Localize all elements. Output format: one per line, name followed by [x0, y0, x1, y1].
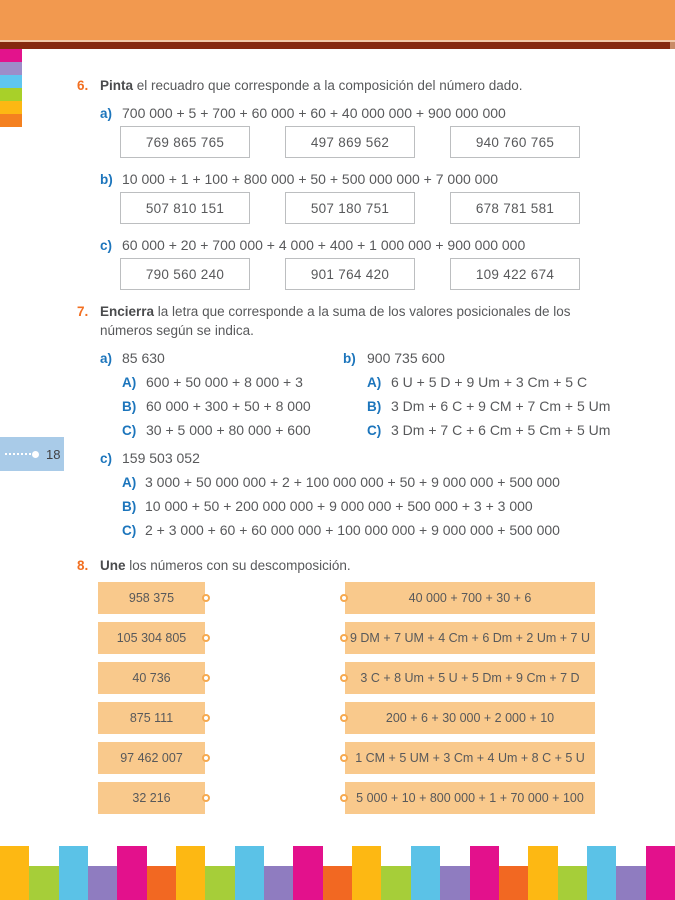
pattern-bar: [0, 846, 29, 900]
match-decomposition-tag[interactable]: [345, 582, 595, 614]
ex7-item-a: [100, 349, 343, 440]
ex6-item-c: [100, 236, 655, 255]
match-number-tag[interactable]: [98, 742, 205, 774]
choice-row: [122, 397, 343, 416]
tag-label: 32 216: [132, 791, 171, 805]
exercise8-header: [77, 556, 655, 575]
choice-letter[interactable]: A): [122, 375, 137, 390]
match-row: [98, 742, 595, 774]
bottom-pattern: [0, 846, 675, 900]
tag-label: 40 736: [132, 671, 171, 685]
choice-row: [367, 421, 655, 440]
choice-letter[interactable]: B): [367, 399, 382, 414]
pattern-bar: [88, 866, 117, 900]
pattern-bar: [117, 846, 146, 900]
match-row: [98, 662, 595, 694]
ex6-options-c: [120, 258, 580, 290]
pattern-bar: [323, 866, 352, 900]
choice-text: 30 + 5 000 + 80 000 + 600: [146, 422, 311, 438]
match-number-tag[interactable]: [98, 582, 205, 614]
match-row: [98, 782, 595, 814]
choice-text: 60 000 + 300 + 50 + 8 000: [146, 398, 311, 414]
choice-text: 10 000 + 50 + 200 000 000 + 9 000 000 + 500 000 + 3 + 3 000: [145, 498, 533, 514]
connector-dot[interactable]: [340, 594, 348, 602]
choice-text: 600 + 50 000 + 8 000 + 3: [146, 374, 303, 390]
connector-dot[interactable]: [340, 794, 348, 802]
pattern-bar: [499, 866, 528, 900]
answer-box[interactable]: 109 422 674: [450, 258, 580, 290]
choice-row: [122, 473, 655, 492]
ex6-item-a: [100, 104, 655, 123]
exercise-8: [77, 556, 655, 814]
exercise-number: 6.: [77, 78, 89, 93]
pattern-bar: [59, 846, 88, 900]
connector-dot[interactable]: [202, 754, 210, 762]
tag-label: 40 000 + 700 + 30 + 6: [408, 591, 532, 605]
choice-text: 3 Dm + 7 C + 6 Cm + 5 Cm + 5 Um: [391, 422, 611, 438]
answer-box[interactable]: 507 810 151: [120, 192, 250, 224]
choice-letter[interactable]: B): [122, 499, 137, 514]
choice-row: [122, 521, 655, 540]
choice-row: [367, 397, 655, 416]
connector-dot[interactable]: [340, 714, 348, 722]
tag-label: 105 304 805: [116, 631, 187, 645]
answer-box[interactable]: 790 560 240: [120, 258, 250, 290]
item-label: a): [100, 351, 113, 366]
item-expression: 700 000 + 5 + 700 + 60 000 + 60 + 40 000 000 + 900 000 000: [122, 105, 506, 121]
exercise6-header: [77, 76, 655, 95]
choice-letter[interactable]: C): [122, 423, 137, 438]
pattern-bar: [558, 866, 587, 900]
answer-box[interactable]: 940 760 765: [450, 126, 580, 158]
pattern-bar: [205, 866, 234, 900]
exercise-7: [77, 302, 655, 540]
exercise-title: Pinta el recuadro que corresponde a la composición del número dado.: [100, 78, 523, 93]
choice-letter[interactable]: A): [367, 375, 382, 390]
connector-dot[interactable]: [202, 634, 210, 642]
item-label: b): [343, 351, 356, 366]
answer-box[interactable]: 901 764 420: [285, 258, 415, 290]
header-rule: [0, 42, 675, 49]
pattern-bar: [440, 866, 469, 900]
connector-dot[interactable]: [202, 594, 210, 602]
answer-box[interactable]: 769 865 765: [120, 126, 250, 158]
match-number-tag[interactable]: [98, 662, 205, 694]
match-number-tag[interactable]: [98, 622, 205, 654]
tag-label: 1 CM + 5 UM + 3 Cm + 4 Um + 8 C + 5 U: [355, 751, 585, 765]
exercise-6: [77, 76, 655, 290]
header-rule-cap: [670, 42, 675, 49]
match-decomposition-tag[interactable]: [345, 622, 595, 654]
ex6-options-a: [120, 126, 580, 158]
item-number: 85 630: [122, 350, 165, 366]
match-decomposition-tag[interactable]: [345, 782, 595, 814]
pattern-bar: [352, 846, 381, 900]
choice-letter[interactable]: A): [122, 475, 137, 490]
pattern-bar: [29, 866, 58, 900]
ex7-item-b: [343, 349, 655, 440]
choice-row: [367, 373, 655, 392]
connector-dot[interactable]: [202, 714, 210, 722]
pattern-bar: [147, 866, 176, 900]
tag-label: 97 462 007: [120, 751, 183, 765]
tag-label: 875 111: [129, 711, 174, 725]
tag-label: 5 000 + 10 + 800 000 + 1 + 70 000 + 100: [356, 791, 584, 805]
pattern-bar: [264, 866, 293, 900]
tag-label: 200 + 6 + 30 000 + 2 000 + 10: [385, 711, 555, 725]
choice-text: 3 000 + 50 000 000 + 2 + 100 000 000 + 50 + 9 000 000 + 500 000: [145, 474, 560, 490]
item-label: a): [100, 106, 113, 121]
pattern-bar: [235, 846, 264, 900]
pattern-bar: [411, 846, 440, 900]
match-decomposition-tag[interactable]: [345, 662, 595, 694]
choice-text: 2 + 3 000 + 60 + 60 000 000 + 100 000 000 + 9 000 000 + 500 000: [145, 522, 560, 538]
exercise7-header: [77, 302, 655, 340]
page-number: 18: [46, 446, 61, 462]
pattern-bar: [528, 846, 557, 900]
connector-dot[interactable]: [340, 634, 348, 642]
choice-row: [122, 421, 343, 440]
choice-letter[interactable]: B): [122, 399, 137, 414]
pattern-bar: [176, 846, 205, 900]
match-row: [98, 702, 595, 734]
header-band: [0, 0, 675, 40]
ex7-item-c: [77, 449, 655, 540]
answer-box[interactable]: 497 869 562: [285, 126, 415, 158]
connector-dot[interactable]: [202, 794, 210, 802]
answer-box[interactable]: 507 180 751: [285, 192, 415, 224]
pattern-bar: [616, 866, 645, 900]
exercise-title: Une los números con su descomposición.: [100, 558, 351, 573]
ex6-options-b: [120, 192, 580, 224]
item-label: c): [100, 238, 113, 253]
item-number: 159 503 052: [122, 450, 200, 466]
tag-label: 9 DM + 7 UM + 4 Cm + 6 Dm + 2 Um + 7 U: [349, 631, 590, 645]
choice-row: [122, 373, 343, 392]
page-content: [0, 49, 675, 814]
exercise-title: Encierra la letra que corresponde a la suma de los valores posicionales de los números según se indica.: [100, 304, 571, 338]
match-number-tag[interactable]: [98, 702, 205, 734]
match-number-tag[interactable]: [98, 782, 205, 814]
match-decomposition-tag[interactable]: [345, 702, 595, 734]
choice-letter[interactable]: C): [122, 523, 137, 538]
choice-text: 6 U + 5 D + 9 Um + 3 Cm + 5 C: [391, 374, 588, 390]
item-expression: 60 000 + 20 + 700 000 + 4 000 + 400 + 1 000 000 + 900 000 000: [122, 237, 526, 253]
item-label: b): [100, 172, 113, 187]
choice-letter[interactable]: C): [367, 423, 382, 438]
connector-dot[interactable]: [340, 674, 348, 682]
pattern-bar: [470, 846, 499, 900]
answer-box[interactable]: 678 781 581: [450, 192, 580, 224]
connector-dot[interactable]: [202, 674, 210, 682]
item-number: 900 735 600: [367, 350, 445, 366]
item-expression: 10 000 + 1 + 100 + 800 000 + 50 + 500 000 000 + 7 000 000: [122, 171, 499, 187]
pattern-bar: [587, 846, 616, 900]
exercise-number: 7.: [77, 304, 89, 319]
exercise-number: 8.: [77, 558, 89, 573]
tag-label: 3 C + 8 Um + 5 U + 5 Dm + 9 Cm + 7 D: [360, 671, 580, 685]
match-row: [98, 582, 595, 614]
item-label: c): [100, 451, 113, 466]
pattern-bar: [381, 866, 410, 900]
pattern-bar: [293, 846, 322, 900]
pattern-bar: [646, 846, 675, 900]
choice-row: [122, 497, 655, 516]
choice-text: 3 Dm + 6 C + 9 CM + 7 Cm + 5 Um: [391, 398, 611, 414]
connector-dot[interactable]: [340, 754, 348, 762]
tag-label: 958 375: [128, 591, 175, 605]
match-decomposition-tag[interactable]: [345, 742, 595, 774]
match-row: [98, 622, 595, 654]
ex6-item-b: [100, 170, 655, 189]
